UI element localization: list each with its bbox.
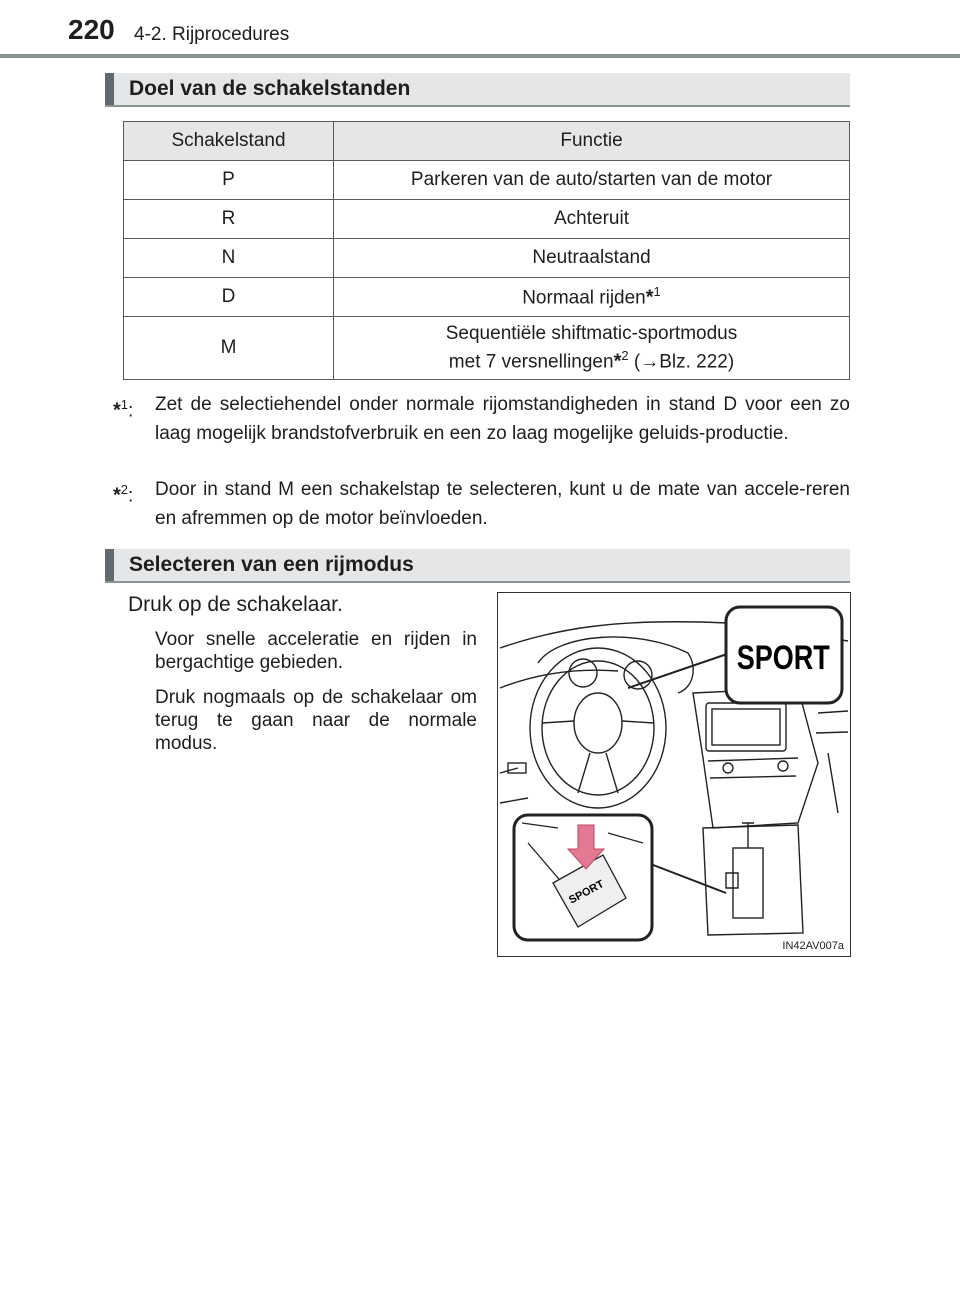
table-row bbox=[124, 161, 850, 200]
table-row bbox=[124, 278, 850, 317]
function-text: met 7 versnellingen bbox=[448, 351, 614, 373]
footnote-ref: 2 bbox=[120, 482, 129, 497]
column-header: Schakelstand bbox=[124, 122, 334, 161]
page-number: 220 bbox=[68, 14, 115, 45]
header-rule bbox=[0, 54, 960, 58]
figure-code: IN42AV007a bbox=[782, 940, 844, 952]
table-header-row bbox=[124, 122, 850, 161]
footnote-ref: 2 bbox=[621, 347, 629, 363]
function-cell bbox=[334, 317, 850, 380]
footnote-marker bbox=[113, 475, 133, 510]
note-text: Druk nogmaals op de schakelaar om terug te gaan naar de normale modus. bbox=[155, 687, 477, 754]
section-heading-drive-mode bbox=[105, 549, 850, 583]
instruction-text: Druk op de schakelaar. bbox=[128, 593, 343, 616]
footnote-colon: : bbox=[128, 485, 134, 507]
sport-switch-figure bbox=[497, 592, 851, 957]
shift-position-cell: N bbox=[124, 239, 334, 278]
footnote-ref: 1 bbox=[653, 284, 661, 300]
section-heading-accent bbox=[105, 549, 114, 581]
function-cell: Achteruit bbox=[334, 200, 850, 239]
footnote-text: Zet de selectiehendel onder normale rijomstandigheden in stand D voor een zo laag mogelijk brandstofverbruik en een zo laag mogelijke geluids-productie. bbox=[155, 394, 850, 444]
section-heading-shift-positions bbox=[105, 73, 850, 107]
footnote-text: Door in stand M een schakelstap te selecteren, kunt u de mate van accele-reren en afremmen op de motor beïnvloeden. bbox=[155, 479, 850, 529]
function-text-line: met 7 versnellingen*$^2$ (→Blz. 222) bbox=[448, 347, 735, 373]
footnote-star: * bbox=[645, 286, 654, 309]
footnote-marker bbox=[113, 390, 133, 425]
footnote bbox=[113, 475, 850, 533]
function-cell: Neutraalstand bbox=[334, 239, 850, 278]
footnote-colon: : bbox=[128, 400, 134, 422]
table-row bbox=[124, 200, 850, 239]
column-header: Functie bbox=[334, 122, 850, 161]
section-path: 4-2. Rijprocedures bbox=[134, 24, 290, 45]
function-cell: Parkeren van de auto/starten van de motor bbox=[334, 161, 850, 200]
section-title: Selecteren van een rijmodus bbox=[129, 553, 414, 576]
sport-button-label: SPORT bbox=[567, 878, 607, 907]
section-heading-accent bbox=[105, 73, 114, 105]
shift-position-cell: P bbox=[124, 161, 334, 200]
footnote-star: * bbox=[113, 399, 121, 422]
section-title: Doel van de schakelstanden bbox=[129, 77, 411, 100]
page-reference: →Blz. 222 bbox=[640, 351, 728, 373]
footnote-ref: 1 bbox=[120, 397, 129, 412]
shift-position-cell: M bbox=[124, 317, 334, 380]
shift-position-cell: R bbox=[124, 200, 334, 239]
footnote-star: * bbox=[613, 350, 622, 373]
function-cell bbox=[334, 278, 850, 317]
footnote bbox=[113, 390, 850, 448]
table-row bbox=[124, 239, 850, 278]
dashboard-illustration bbox=[498, 593, 850, 956]
shift-position-cell: D bbox=[124, 278, 334, 317]
note-text: Voor snelle acceleratie en rijden in bergachtige gebieden. bbox=[155, 629, 477, 673]
function-text: Normaal rijden bbox=[522, 287, 646, 309]
table-row bbox=[124, 317, 850, 380]
sport-callout-label: SPORT bbox=[736, 637, 830, 677]
function-text-line: Sequentiële shiftmatic-sportmodus bbox=[445, 322, 738, 344]
footnote-star: * bbox=[113, 484, 121, 507]
shift-position-table bbox=[123, 121, 850, 380]
